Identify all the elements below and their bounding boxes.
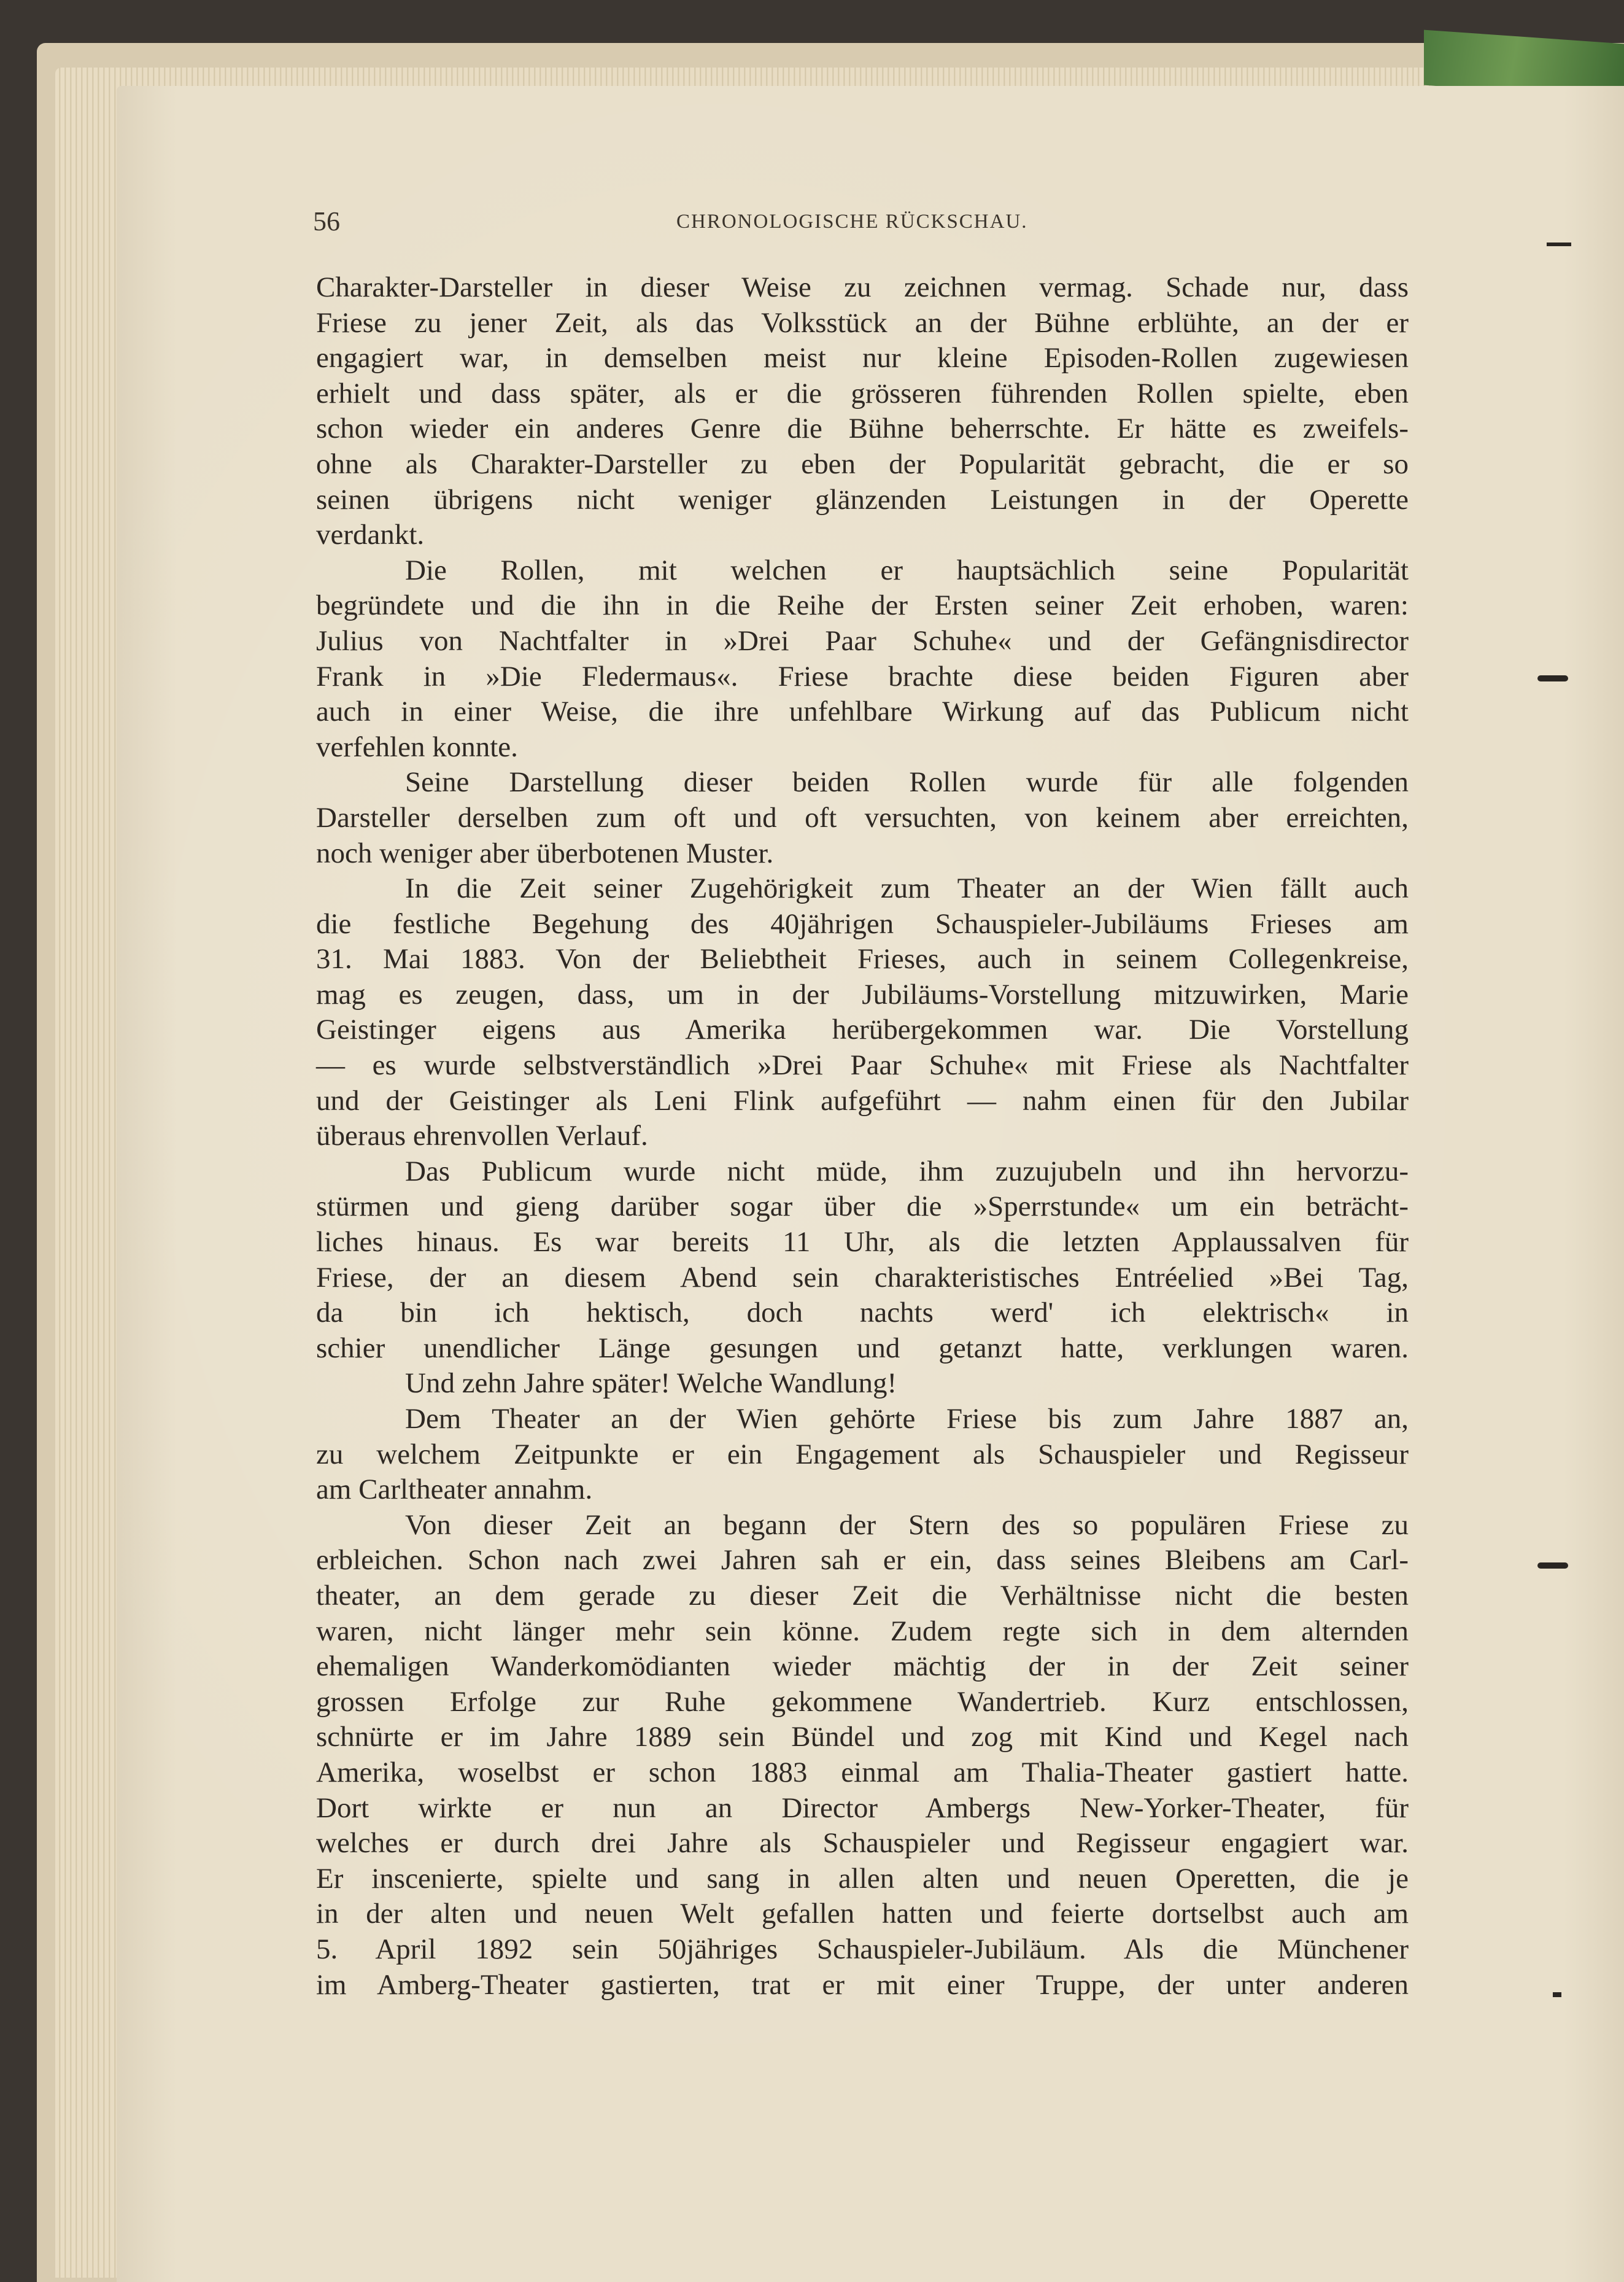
text-line: stürmen und gieng darüber sogar über die »Sperrstunde« um ein beträcht-	[316, 1190, 1409, 1223]
margin-mark	[1547, 243, 1571, 246]
text-line: Julius von Nachtfalter in »Drei Paar Schuhe« und der Gefängnisdirector	[316, 624, 1409, 657]
running-header	[313, 206, 1418, 243]
text-line: überaus ehrenvollen Verlauf.	[316, 1120, 648, 1152]
text-line: grossen Erfolge zur Ruhe gekommene Wandertrieb. Kurz entschlossen,	[316, 1685, 1409, 1718]
text-line: da bin ich hektisch, doch nachts werd' ich elektrisch« in	[316, 1297, 1409, 1329]
text-line: und der Geistinger als Leni Flink aufgeführt — nahm einen für den Jubilar	[316, 1084, 1409, 1117]
text-line: — es wurde selbstverständlich »Drei Paar Schuhe« mit Friese als Nachtfalter	[316, 1049, 1409, 1082]
margin-mark	[1553, 1992, 1561, 1997]
text-line: Er inscenierte, spielte und sang in allen alten und neuen Operetten, die je	[316, 1862, 1409, 1895]
text-line: ohne als Charakter-Darsteller zu eben der Popularität gebracht, die er so	[316, 448, 1409, 480]
text-line: im Amberg-Theater gastierten, trat er mit einer Truppe, der unter anderen	[316, 1968, 1409, 2001]
text-line: Darsteller derselben zum oft und oft versuchten, von keinem aber erreichten,	[316, 801, 1409, 834]
text-line: 31. Mai 1883. Von der Beliebtheit Frieses, auch in seinem Collegenkreise,	[316, 943, 1409, 976]
text-line: In die Zeit seiner Zugehörigkeit zum Theater an der Wien fällt auch	[405, 872, 1409, 905]
text-line: seinen übrigens nicht weniger glänzenden Leistungen in der Operette	[316, 483, 1409, 516]
text-line: engagiert war, in demselben meist nur kleine Episoden-Rollen zugewiesen	[316, 342, 1409, 375]
text-line: Amerika, woselbst er schon 1883 einmal am Thalia-Theater gastiert hatte.	[316, 1756, 1409, 1788]
text-line: Friese, der an diesem Abend sein charakteristisches Entréelied »Bei Tag,	[316, 1261, 1409, 1294]
text-line: am Carltheater annahm.	[316, 1473, 593, 1506]
text-line: liches hinaus. Es war bereits 11 Uhr, als die letzten Applaussalven für	[316, 1226, 1409, 1259]
margin-mark	[1537, 675, 1568, 681]
text-line: auch in einer Weise, die ihre unfehlbare Wirkung auf das Publicum nicht	[316, 696, 1409, 728]
text-line: schon wieder ein anderes Genre die Bühne beherrschte. Er hätte es zweifels-	[316, 413, 1409, 445]
text-line: Die Rollen, mit welchen er hauptsächlich seine Popularität	[405, 554, 1409, 586]
text-line: Und zehn Jahre später! Welche Wandlung!	[405, 1367, 897, 1400]
text-line: Dort wirkte er nun an Director Ambergs New-Yorker-Theater, für	[316, 1791, 1409, 1824]
text-line: Von dieser Zeit an begann der Stern des so populären Friese zu	[405, 1508, 1409, 1541]
text-line: schnürte er im Jahre 1889 sein Bündel und zog mit Kind und Kegel nach	[316, 1721, 1409, 1753]
text-line: 5. April 1892 sein 50jähriges Schauspieler-Jubiläum. Als die Münchener	[316, 1933, 1409, 1965]
text-line: Dem Theater an der Wien gehörte Friese bis zum Jahre 1887 an,	[405, 1403, 1409, 1435]
margin-mark	[1537, 1562, 1568, 1569]
text-line: Das Publicum wurde nicht müde, ihm zuzujubeln und ihn hervorzu-	[405, 1155, 1409, 1187]
text-line: schier unendlicher Länge gesungen und getanzt hatte, verklungen waren.	[316, 1332, 1409, 1364]
text-line: noch weniger aber überbotenen Muster.	[316, 837, 774, 869]
text-line: zu welchem Zeitpunkte er ein Engagement als Schauspieler und Regisseur	[316, 1438, 1409, 1470]
text-line: die festliche Begehung des 40jährigen Schauspieler-Jubiläums Frieses am	[316, 907, 1409, 940]
text-line: erbleichen. Schon nach zwei Jahren sah er ein, dass seines Bleibens am Carl-	[316, 1544, 1409, 1577]
text-line: Seine Darstellung dieser beiden Rollen wurde für alle folgenden	[405, 766, 1409, 799]
text-line: begründete und die ihn in die Reihe der Ersten seiner Zeit erhoben, waren:	[316, 589, 1409, 622]
text-line: erhielt und dass später, als er die grösseren führenden Rollen spielte, eben	[316, 377, 1409, 409]
text-line: welches er durch drei Jahre als Schauspieler und Regisseur engagiert war.	[316, 1827, 1409, 1860]
text-line: Geistinger eigens aus Amerika herübergekommen war. Die Vorstellung	[316, 1014, 1409, 1046]
text-line: theater, an dem gerade zu dieser Zeit die Verhältnisse nicht die besten	[316, 1579, 1409, 1612]
text-line: mag es zeugen, dass, um in der Jubiläums-Vorstellung mitzuwirken, Marie	[316, 978, 1409, 1011]
text-line: verdankt.	[316, 519, 425, 551]
text-line: Charakter-Darsteller in dieser Weise zu zeichnen vermag. Schade nur, dass	[316, 271, 1409, 303]
text-line: verfehlen konnte.	[316, 731, 518, 763]
page-number: 56	[313, 206, 340, 236]
text-line: waren, nicht länger mehr sein könne. Zudem regte sich in dem alternden	[316, 1615, 1409, 1647]
text-line: in der alten und neuen Welt gefallen hatten und feierte dortselbst auch am	[316, 1898, 1409, 1930]
text-line: Frank in »Die Fledermaus«. Friese brachte diese beiden Figuren aber	[316, 660, 1409, 693]
chapter-title: CHRONOLOGISCHE RÜCKSCHAU.	[676, 211, 1028, 233]
text-line: ehemaligen Wanderkomödianten wieder mächtig der in der Zeit seiner	[316, 1650, 1409, 1683]
text-line: Friese zu jener Zeit, als das Volksstück an der Bühne erblühte, an der er	[316, 306, 1409, 339]
body-text	[316, 270, 1409, 2003]
